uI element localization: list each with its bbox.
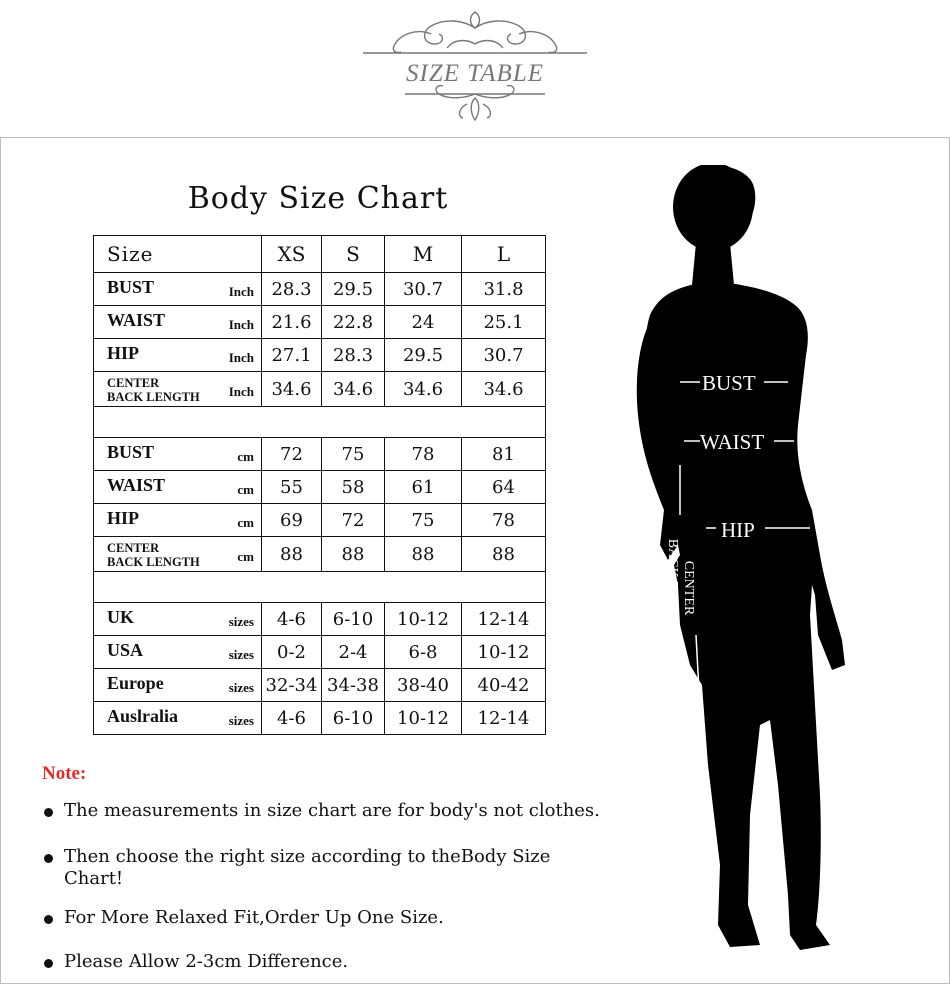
separator-row [94,572,546,603]
table-cell: 58 [322,471,385,504]
body-size-chart-title: Body Size Chart [187,181,449,216]
table-cell: 61 [385,471,462,504]
table-cell: 4-6 [262,603,322,636]
table-cell: 55 [262,471,322,504]
table-cell: 6-8 [385,636,462,669]
table-cell: 12-14 [462,702,546,735]
size-table [93,235,546,735]
table-cell: 21.6 [262,306,322,339]
table-cell: 32-34 [262,669,322,702]
center-back-length-label: CENTER BACK LENGTH [665,538,696,638]
table-row [94,537,546,572]
table-cell: 40-42 [462,669,546,702]
table-row [94,372,546,407]
table-row [94,669,546,702]
table-cell: 25.1 [462,306,546,339]
table-cell: 34.6 [262,372,322,407]
table-row [94,471,546,504]
table-row [94,702,546,735]
table-cell: 29.5 [322,273,385,306]
row-label: CENTER BACK LENGTH Inch [94,372,262,407]
table-row [94,438,546,471]
table-cell: 31.8 [462,273,546,306]
table-cell: 10-12 [385,702,462,735]
table-row [94,306,546,339]
separator-row [94,407,546,438]
table-cell: 38-40 [385,669,462,702]
table-cell: 30.7 [462,339,546,372]
table-cell: 30.7 [385,273,462,306]
column-header: S [322,236,385,273]
row-label: Auslralia sizes [94,702,262,735]
column-header: XS [262,236,322,273]
table-row [94,339,546,372]
table-cell: 78 [462,504,546,537]
table-cell: 12-14 [462,603,546,636]
row-label: BUST Inch [94,273,262,306]
row-label: WAIST cm [94,471,262,504]
table-cell: 29.5 [385,339,462,372]
row-label: USA sizes [94,636,262,669]
row-label: HIP cm [94,504,262,537]
row-label: BUST cm [94,438,262,471]
table-cell: 88 [385,537,462,572]
row-label: Europe sizes [94,669,262,702]
row-label: CENTER BACK LENGTH cm [94,537,262,572]
table-cell: 4-6 [262,702,322,735]
body-silhouette-figure [620,165,860,960]
table-cell: 69 [262,504,322,537]
table-cell: 22.8 [322,306,385,339]
table-cell: 24 [385,306,462,339]
table-cell: 6-10 [322,603,385,636]
bullet-icon [44,959,53,968]
column-header: M [385,236,462,273]
table-cell: 78 [385,438,462,471]
bullet-icon [44,808,53,817]
table-cell: 64 [462,471,546,504]
row-label: HIP Inch [94,339,262,372]
table-row [94,636,546,669]
table-row [94,603,546,636]
waist-label: WAIST [700,430,765,454]
table-cell: 72 [322,504,385,537]
table-cell: 34.6 [385,372,462,407]
table-cell: 28.3 [262,273,322,306]
table-cell: 88 [322,537,385,572]
table-cell: 34-38 [322,669,385,702]
table-cell: 72 [262,438,322,471]
table-header-row [94,236,546,273]
column-header: L [462,236,546,273]
table-row [94,504,546,537]
table-cell: 10-12 [462,636,546,669]
note-title: Note: [42,763,87,784]
table-cell: 28.3 [322,339,385,372]
bust-label: BUST [702,371,756,395]
table-cell: 88 [262,537,322,572]
table-cell: 75 [322,438,385,471]
table-cell: 2-4 [322,636,385,669]
row-label: UK sizes [94,603,262,636]
table-cell: 6-10 [322,702,385,735]
table-cell: 34.6 [322,372,385,407]
hip-label: HIP [721,518,755,542]
table-cell: 0-2 [262,636,322,669]
bullet-icon [44,915,53,924]
table-cell: 75 [385,504,462,537]
size-table-title: SIZE TABLE [405,60,544,87]
table-cell: 88 [462,537,546,572]
table-row [94,273,546,306]
table-cell: 81 [462,438,546,471]
table-cell: 34.6 [462,372,546,407]
row-label: WAIST Inch [94,306,262,339]
table-cell: 27.1 [262,339,322,372]
table-cell: 10-12 [385,603,462,636]
bullet-icon [44,854,53,863]
column-header: Size [94,236,262,273]
header-banner [0,0,950,137]
